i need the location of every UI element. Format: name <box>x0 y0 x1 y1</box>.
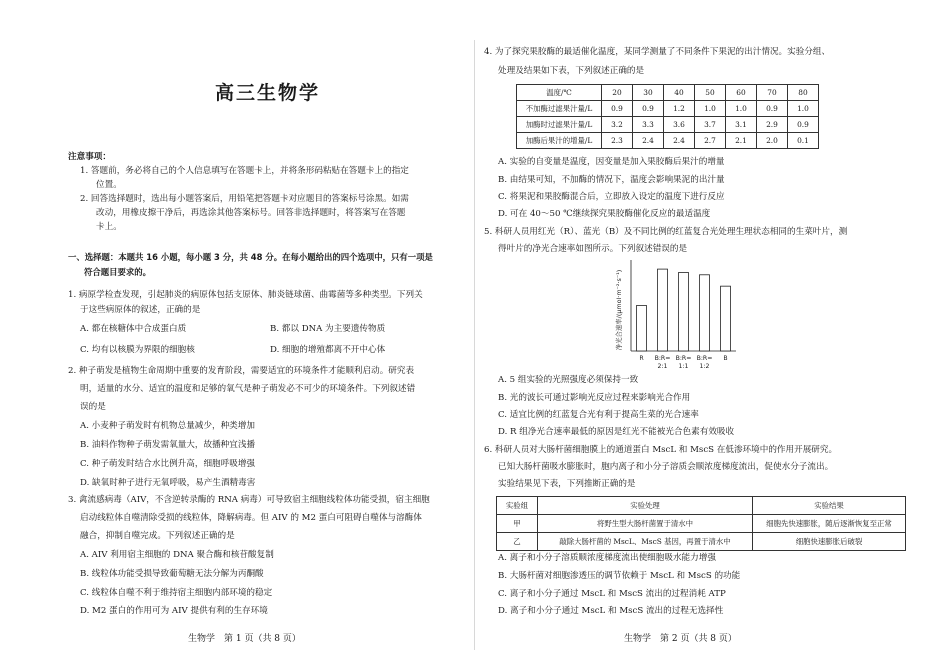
table-cell: 实验结果 <box>753 497 906 515</box>
table-cell: 0.9 <box>602 101 633 117</box>
question-3-option-b: B. 线粒体功能受损导致葡萄糖无法分解为丙酮酸 <box>80 569 264 579</box>
table-cell: 20 <box>602 85 633 101</box>
chart-x-tick-label: 1:2 <box>699 363 710 370</box>
notice-line: 卡上。 <box>96 222 122 232</box>
question-3-stem: 融合，抑制自噬完成。下列叙述正确的是 <box>80 531 235 541</box>
table-cell: 3.1 <box>726 117 757 133</box>
chart-x-tick-label: 2:1 <box>657 363 668 370</box>
question-6-option-a: A. 离子和小分子溶质顺浓度梯度流出使细胞吸水能力增强 <box>498 553 716 563</box>
table-cell: 2.1 <box>726 133 757 149</box>
question-5-stem: 5. 科研人员用红光（R）、蓝光（B）及不同比例的红蓝复合光处理生理状态相同的生菜叶片，测 <box>484 227 848 237</box>
question-3-stem: 3. 禽流感病毒（AIV，不含逆转录酶的 RNA 病毒）可导致宿主细胞线粒体功能受损，宿主细胞 <box>68 495 430 505</box>
question-5-option-b: B. 光的波长可通过影响光反应过程来影响光合作用 <box>498 393 691 403</box>
question-4-option-b: B. 由结果可知，不加酶的情况下，温度会影响果泥的出汁量 <box>498 175 725 185</box>
right-page <box>476 0 950 672</box>
chart-x-tick-label: R <box>639 355 644 362</box>
question-4-table <box>516 84 819 149</box>
question-1-option-b: B. 都以 DNA 为主要遗传物质 <box>270 324 386 334</box>
question-3-option-a: A. AIV 利用宿主细胞的 DNA 聚合酶和核苷酸复制 <box>80 550 274 560</box>
table-cell: 2.0 <box>757 133 788 149</box>
question-5-option-a: A. 5 组实验的光照强度必须保持一致 <box>498 375 639 385</box>
chart-x-tick-label: B <box>723 355 728 362</box>
left-page <box>0 0 474 672</box>
chart-x-tick-label: B:R= <box>675 355 692 362</box>
question-2-option-b: B. 油料作物种子萌发需氧量大，故播种宜浅播 <box>80 440 256 450</box>
question-4-stem: 4. 为了探究果胶酶的最适催化温度，某同学测量了不同条件下果泥的出汁情况。实验分组、 <box>484 47 831 57</box>
section-heading-cont: 符合题目要求的。 <box>84 267 151 277</box>
table-cell: 1.0 <box>695 101 726 117</box>
table-cell: 0.9 <box>757 101 788 117</box>
chart-x-tick-label: B:R= <box>654 355 671 362</box>
question-6-table <box>496 496 906 551</box>
chart-bar <box>658 269 668 351</box>
question-5-option-c: C. 适宜比例的红蓝复合光有利于提高生菜的光合速率 <box>498 410 699 420</box>
question-1-option-c: C. 均有以核膜为界限的细胞核 <box>80 345 195 355</box>
table-cell: 温度/℃ <box>517 85 602 101</box>
notice-line: 1. 答题前，务必将自己的个人信息填写在答题卡上，并将条形码粘贴在答题卡上的指定 <box>80 166 409 176</box>
table-cell: 将野生型大肠杆菌置于清水中 <box>538 515 753 533</box>
question-2-option-a: A. 小麦种子萌发时有机物总量减少，种类增加 <box>80 421 255 431</box>
question-2-stem: 误的是 <box>80 402 106 412</box>
table-cell: 80 <box>788 85 819 101</box>
question-4-stem: 处理及结果如下表，下列叙述正确的是 <box>498 66 645 76</box>
table-row <box>497 515 906 533</box>
question-5-stem: 得叶片的净光合速率如图所示。下列叙述错误的是 <box>498 244 688 254</box>
table-cell: 0.9 <box>788 117 819 133</box>
notice-line: 位置。 <box>96 180 122 190</box>
notice-line: 2. 回答选择题时，选出每小题答案后，用铅笔把答题卡对应题目的答案标号涂黑。如需 <box>80 194 409 204</box>
table-cell: 加酶时过滤果汁量/L <box>517 117 602 133</box>
page-footer: 生物学 第 1 页（共 8 页） <box>188 634 301 644</box>
question-3-stem: 启动线粒体自噬清除受损的线粒体，降解病毒。但 AIV 的 M2 蛋白可阻碍自噬体与溶酶体 <box>80 513 422 523</box>
table-cell: 敲除大肠杆菌的 MscL、MscS 基因，再置于清水中 <box>538 533 753 551</box>
question-1-stem: 1. 病原学检查发现，引起肺炎的病原体包括支原体、肺炎链球菌、曲霉菌等多种类型。下列关 <box>68 290 423 300</box>
page-title: 高三生物学 <box>215 82 321 104</box>
table-cell: 2.3 <box>602 133 633 149</box>
question-2-stem: 明，适量的水分、适宜的温度和足够的氧气是种子萌发必不可少的环境条件。下列叙述错 <box>80 384 416 394</box>
table-cell: 实验组 <box>497 497 538 515</box>
table-cell: 1.0 <box>726 101 757 117</box>
table-cell: 加酶后果汁的增量/L <box>517 133 602 149</box>
question-2-stem: 2. 种子萌发是植物生命周期中重要的发育阶段，需要适宜的环境条件才能顺利启动。研究表 <box>68 366 415 376</box>
question-3-option-c: C. 线粒体自噬不利于维持宿主细胞内部环境的稳定 <box>80 588 273 598</box>
table-cell: 3.7 <box>695 117 726 133</box>
question-3-option-d: D. M2 蛋白的作用可为 AIV 提供有利的生存环境 <box>80 606 268 616</box>
notice-heading: 注意事项： <box>68 152 111 162</box>
question-6-option-b: B. 大肠杆菌对细胞渗透压的调节依赖于 MscL 和 MscS 的功能 <box>498 571 741 581</box>
chart-bar <box>700 275 710 351</box>
question-4-option-c: C. 将果泥和果胶酶混合后，立即放入设定的温度下进行反应 <box>498 192 725 202</box>
table-cell: 70 <box>757 85 788 101</box>
chart-bar <box>637 306 647 352</box>
chart-x-tick-label: B:R= <box>696 355 713 362</box>
table-cell: 2.4 <box>664 133 695 149</box>
question-1-option-d: D. 细胞的增殖都离不开中心体 <box>270 345 386 355</box>
table-header-row <box>497 497 906 515</box>
question-1-stem: 于这些病原体的叙述，正确的是 <box>80 305 201 315</box>
table-cell: 0.9 <box>633 101 664 117</box>
question-6-option-d: D. 离子和小分子通过 MscL 和 MscS 流出的过程无选择性 <box>498 606 724 616</box>
table-cell: 乙 <box>497 533 538 551</box>
question-6-stem: 已知大肠杆菌吸水膨胀时，胞内离子和小分子溶质会顺浓度梯度流出，促使水分子流出。 <box>498 462 834 472</box>
table-cell: 细胞快速膨胀后破裂 <box>753 533 906 551</box>
page-footer: 生物学 第 2 页（共 8 页） <box>624 634 737 644</box>
table-row <box>517 117 819 133</box>
chart-bar <box>679 273 689 351</box>
table-cell: 1.0 <box>788 101 819 117</box>
question-2-option-c: C. 种子萌发时结合水比例升高，细胞呼吸增强 <box>80 459 256 469</box>
page-divider <box>474 40 475 650</box>
table-row <box>497 533 906 551</box>
chart-y-axis-label: 净光合速率/(μmol·m⁻²·s⁻¹) <box>615 269 623 351</box>
question-6-option-c: C. 离子和小分子通过 MscL 和 MscS 流出的过程消耗 ATP <box>498 589 726 599</box>
table-cell: 细胞先快速膨胀，随后逐渐恢复至正常 <box>753 515 906 533</box>
table-cell: 不加酶过滤果汁量/L <box>517 101 602 117</box>
table-cell: 1.2 <box>664 101 695 117</box>
question-5-option-d: D. R 组净光合速率最低的原因是红光不能被光合色素有效吸收 <box>498 427 735 437</box>
table-cell: 2.7 <box>695 133 726 149</box>
table-row <box>517 101 819 117</box>
question-4-option-d: D. 可在 40～50 ℃继续探究果胶酶催化反应的最适温度 <box>498 209 711 219</box>
table-cell: 40 <box>664 85 695 101</box>
question-4-option-a: A. 实验的自变量是温度，因变量是加入果胶酶后果汁的增量 <box>498 157 725 167</box>
question-1-option-a: A. 都在核糖体中合成蛋白质 <box>80 324 187 334</box>
table-cell: 3.2 <box>602 117 633 133</box>
table-header-row <box>517 85 819 101</box>
table-cell: 60 <box>726 85 757 101</box>
question-6-stem: 实验结果见下表，下列推断正确的是 <box>498 479 636 489</box>
table-row <box>517 133 819 149</box>
table-cell: 30 <box>633 85 664 101</box>
table-cell: 3.3 <box>633 117 664 133</box>
table-cell: 2.4 <box>633 133 664 149</box>
net-photosynthesis-chart <box>611 255 761 390</box>
notice-line: 改动，用橡皮擦干净后，再选涂其他答案标号。回答非选择题时，将答案写在答题 <box>96 208 406 218</box>
section-heading: 一、选择题：本题共 16 小题，每小题 3 分，共 48 分。在每小题给出的四个选项中，只有一项是 <box>68 252 433 262</box>
table-cell: 50 <box>695 85 726 101</box>
chart-x-tick-label: 1:1 <box>678 363 689 370</box>
chart-bar <box>721 286 731 351</box>
table-cell: 2.9 <box>757 117 788 133</box>
table-cell: 甲 <box>497 515 538 533</box>
table-cell: 3.6 <box>664 117 695 133</box>
question-2-option-d: D. 缺氧时种子进行无氧呼吸，易产生酒精毒害 <box>80 478 256 488</box>
table-cell: 实验处理 <box>538 497 753 515</box>
table-cell: 0.1 <box>788 133 819 149</box>
question-6-stem: 6. 科研人员对大肠杆菌细胞膜上的通道蛋白 MscL 和 MscS 在低渗环境中的作用开展研究。 <box>484 445 838 455</box>
